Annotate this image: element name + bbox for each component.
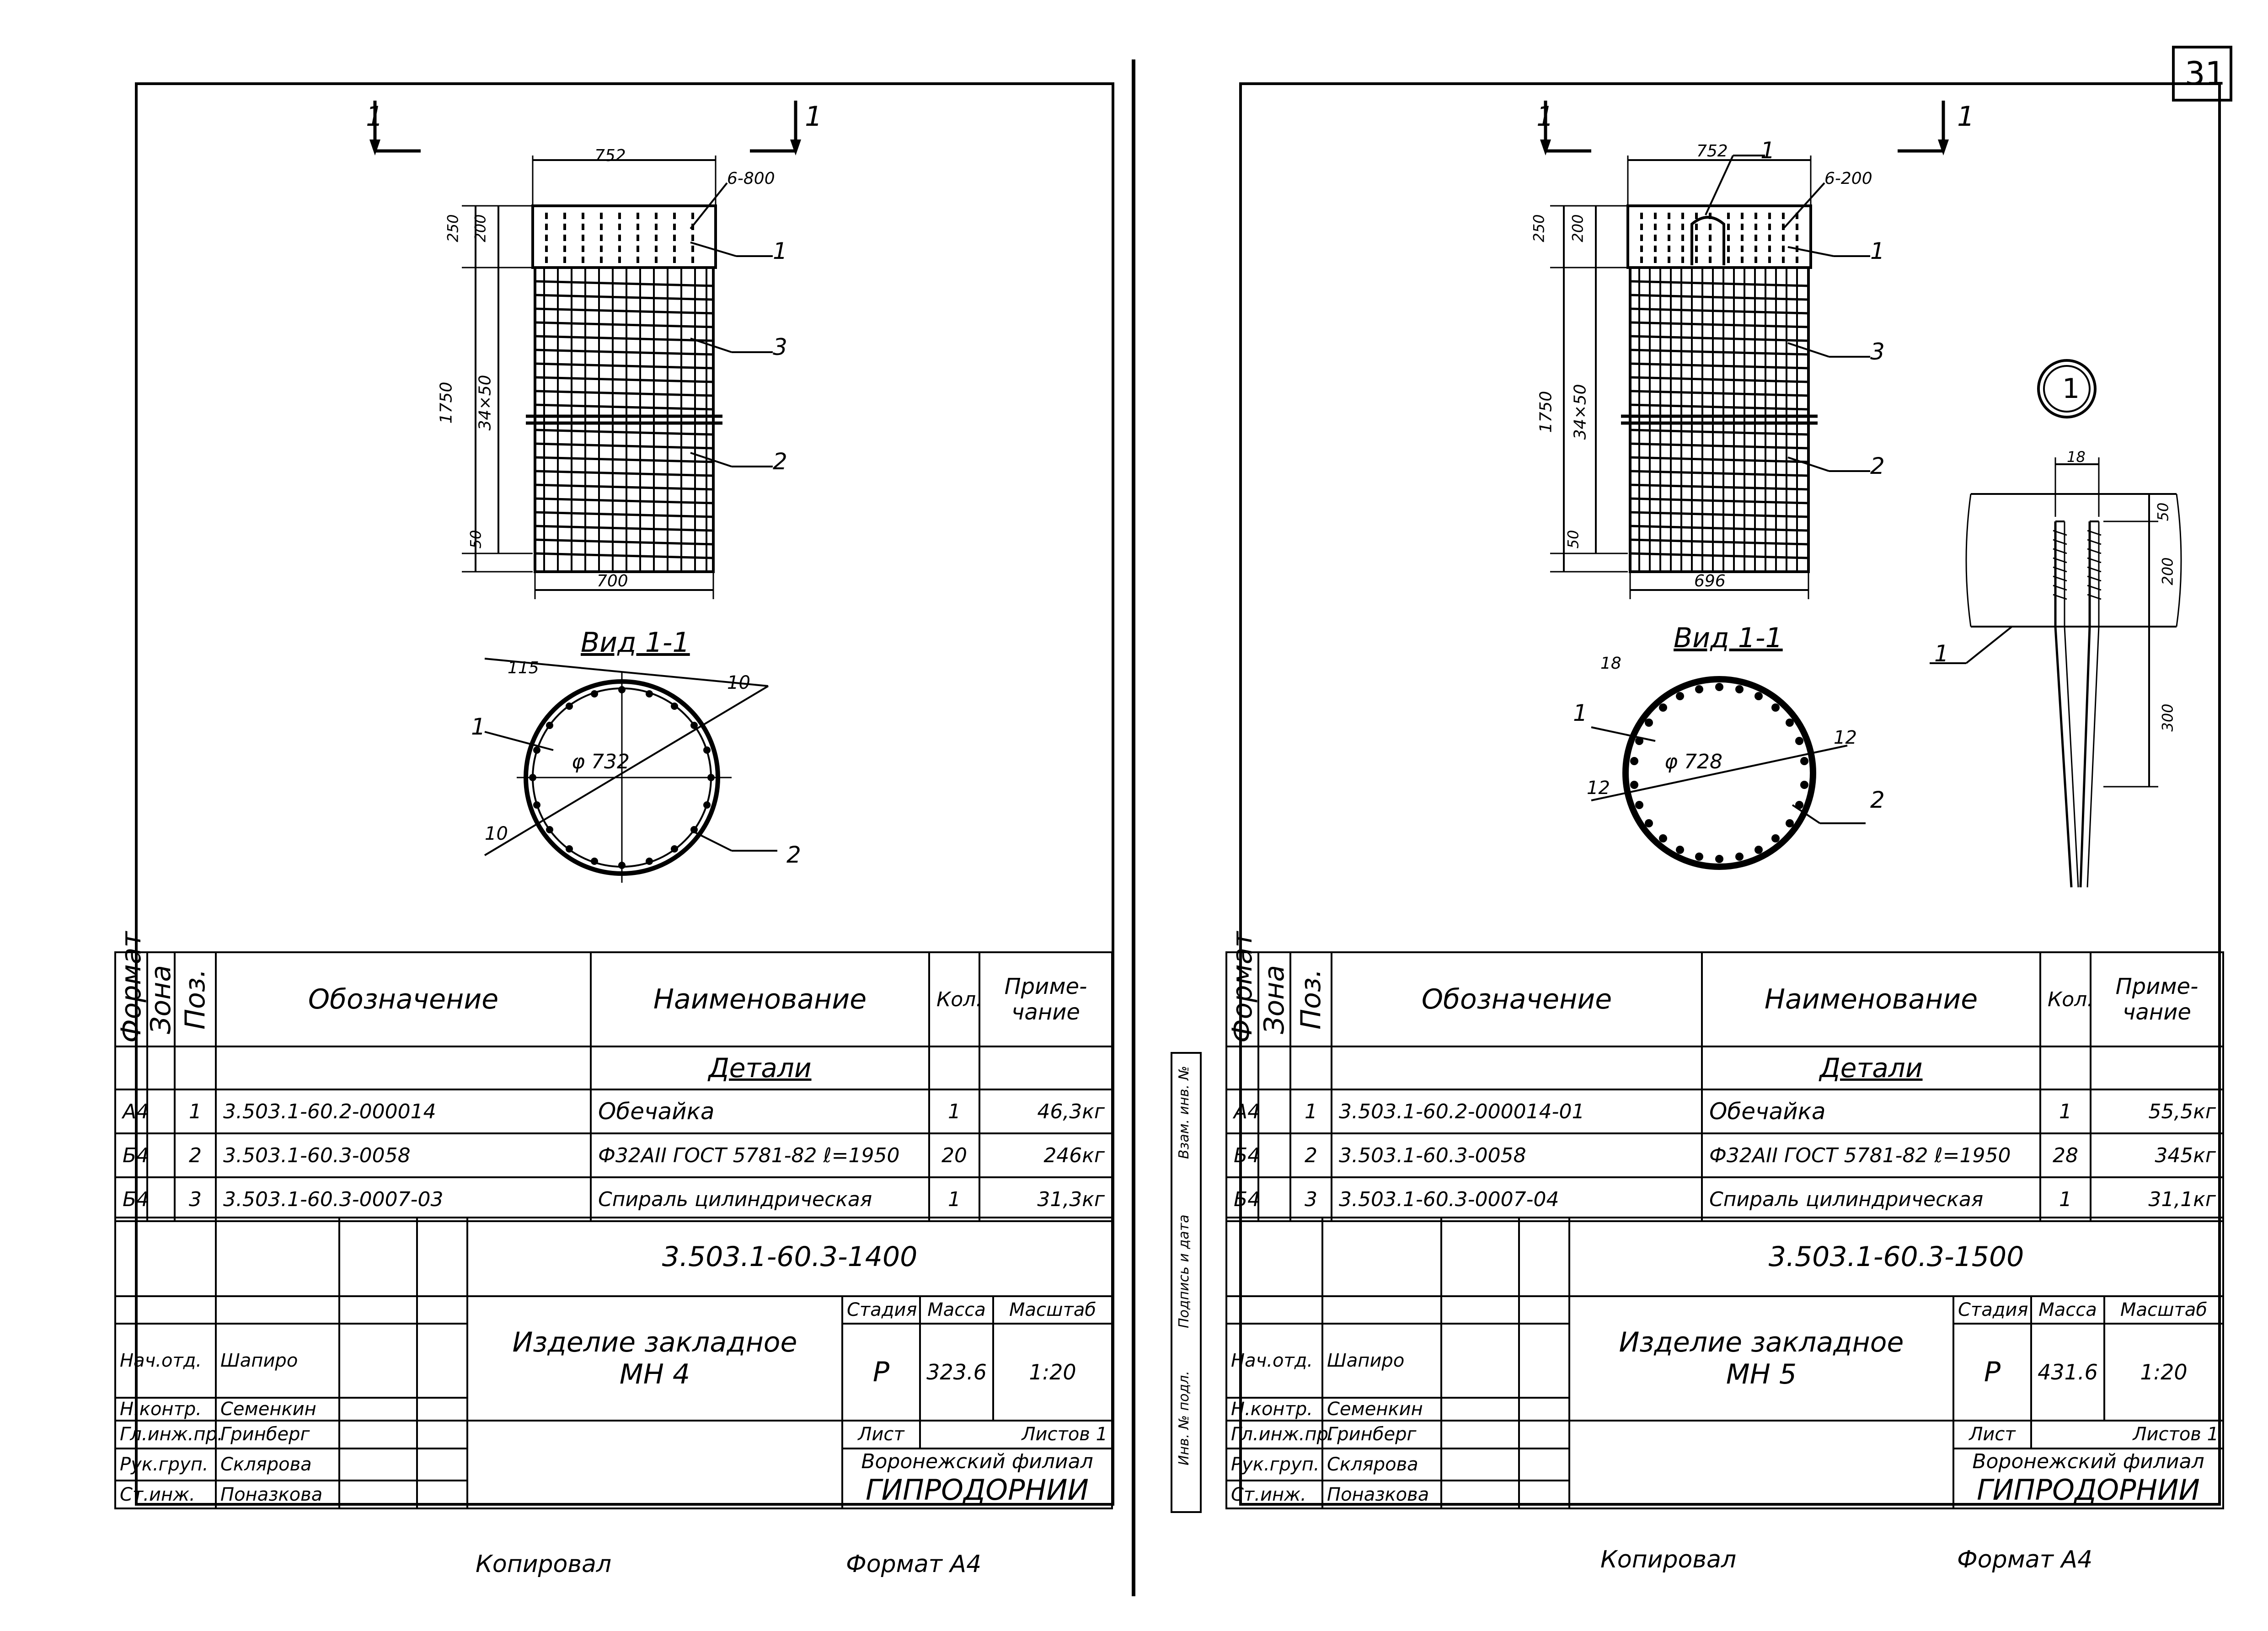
table-row: А4 1 3.503.1-60.2-000014-01 Обечайка 1 55,5кг (1226, 1089, 2223, 1133)
left-cut-mark-a: 10 (485, 823, 508, 844)
left-pos-label-2: 2 (773, 448, 787, 475)
table-row: Б4 3 3.503.1-60.3-0007-04 Спираль цилиндрическая 1 31,1кг (1226, 1177, 2223, 1221)
right-doc-code: 3.503.1-60.3-1500 (1569, 1218, 2223, 1296)
section-label: Детали (591, 1046, 929, 1089)
left-dim-width-top: 752 (594, 146, 626, 165)
right-section-arrows (1527, 96, 1984, 165)
right-cut-mark-a: 12 (1587, 778, 1610, 799)
left-dim-top-inner: 200 (471, 214, 489, 242)
right-rebar-note: 6-200 (1824, 169, 1872, 188)
left-dim-width-bottom: 700 (597, 572, 628, 590)
right-dim-width-top: 752 (1696, 142, 1728, 161)
stage-label: Стадия (842, 1296, 920, 1324)
left-title-block: 3.503.1-60.3-1400 Изделие закладное МН 4 Стадия Масса Масштаб Нач.отд. Шапиро Р 323.6 1:20 Н.контр. Семенкин Гл.инж.пр. Гринберг Лист Листов 1 Рук.груп. Склярова Воронежский филиал ГИПРОДОРНИИ Ст.инж. Поназкова (114, 1217, 1113, 1509)
right-dim-top-inner: 200 (1569, 214, 1587, 242)
right-institute: ГИПРОДОРНИИ (1977, 1473, 2200, 1507)
left-dim-bottom-gap: 50 (467, 530, 485, 549)
left-cage-elevation (434, 156, 892, 613)
mass-label: Масса (920, 1296, 993, 1324)
left-doc-code: 3.503.1-60.3-1400 (467, 1218, 1112, 1296)
right-spec-table: Формат Зона Поз. Обозначение Наименование Кол. Приме- чание Детали А4 1 3.503.1-60.2-000014-01 Обечайка 1 55,5кг Б4 2 3.503.1-60.3-0058 Ф32АII ГОСТ 5781-82 ℓ=1950 28 345кг Б4 3 3.503.1-60.3-0007-04 Спираль цилиндрическая 1 31,1кг (1225, 951, 2224, 1222)
right-dim-rebar-spacing: 34×50 (1571, 384, 1590, 440)
detail-pos: 1 (1934, 640, 1949, 667)
right-leader-pos-3: 3 (1870, 338, 1885, 365)
table-row: Б4 2 3.503.1-60.3-0058 Ф32АII ГОСТ 5781-82 ℓ=1950 28 345кг (1226, 1133, 2223, 1177)
table-row: Б4 3 3.503.1-60.3-0007-03 Спираль цилиндрическая 1 31,3кг (115, 1177, 1112, 1221)
hdr-note: Приме- чание (979, 952, 1112, 1046)
left-section-pos-1: 1 (471, 714, 486, 740)
right-format-label: Формат А4 (1957, 1546, 2093, 1573)
left-format-label: Формат А4 (846, 1551, 982, 1578)
right-view-mark-a: 1 (1536, 101, 1554, 133)
right-mass: 431.6 (2031, 1324, 2104, 1421)
right-dim-height-total: 1750 (1536, 391, 1556, 433)
right-section-pos-2: 2 (1870, 787, 1885, 813)
detail-mark: 1 (2062, 373, 2080, 405)
right-dim-top-band: 250 (1530, 214, 1548, 242)
detail-dim-a: 18 (2067, 448, 2086, 466)
right-cut-mark-b: 12 (1834, 727, 1857, 748)
right-view-mark-b: 1 (1957, 101, 1975, 133)
detail-dim-c: 200 (2159, 557, 2177, 585)
right-section-title: Вид 1-1 (1674, 622, 1783, 654)
hdr-designation: Обозначение (216, 952, 591, 1046)
hdr-format: Формат (115, 952, 147, 1046)
right-stage: Р (1953, 1324, 2031, 1421)
left-copied-by: Копировал (476, 1551, 612, 1578)
left-dim-height-total: 1750 (437, 381, 456, 424)
right-copied-by: Копировал (1600, 1546, 1737, 1573)
left-mass: 323.6 (920, 1324, 993, 1421)
right-section-circle (1564, 654, 1930, 892)
right-side-strip: Инв. № подл. Подпись и дата Взам. инв. № (1171, 1052, 1202, 1513)
right-section-pos-1: 1 (1573, 700, 1588, 726)
left-spec-table (114, 931, 1113, 1222)
center-divider (1132, 59, 1135, 1596)
left-section-dim: 115 (508, 659, 539, 677)
left-title-line2: МН 4 (619, 1358, 690, 1390)
left-cut-mark-b: 10 (727, 672, 750, 693)
left-dim-top-band: 250 (444, 214, 462, 242)
left-section-title: Вид 1-1 (581, 627, 690, 659)
hdr-pos: Поз. (175, 952, 216, 1046)
left-section-diameter: φ 732 (572, 750, 630, 773)
right-leader-pos-1a: 1 (1760, 137, 1775, 164)
left-section-circle (457, 659, 823, 896)
right-title-line2: МН 5 (1726, 1358, 1797, 1390)
left-scale: 1:20 (993, 1324, 1112, 1421)
detail-dim-d: 300 (2159, 703, 2177, 732)
left-pos-label-1: 1 (773, 238, 787, 264)
detail-dim-b: 50 (2154, 502, 2172, 521)
hdr-name: Наименование (591, 952, 929, 1046)
left-pos-label-3: 3 (773, 334, 787, 360)
right-dim-width-bottom: 696 (1694, 572, 1726, 590)
right-title-block: 3.503.1-60.3-1500 Изделие закладное МН 5 Стадия Масса Масштаб Нач.отд. Шапиро Р 431.6 1:20 Н.контр. Семенкин Гл.инж.пр. Гринберг Лист Листов 1 Рук.груп. Склярова Воронежский филиал ГИПРОДОРНИИ Ст.инж. Поназкова (1225, 1217, 2224, 1509)
right-leader-pos-1b: 1 (1870, 238, 1885, 264)
left-rebar-note: 6-800 (727, 169, 775, 188)
right-org: Воронежский филиал (1972, 1450, 2204, 1474)
left-section-pos-2: 2 (786, 842, 801, 868)
left-dim-rebar-spacing: 34×50 (476, 375, 495, 431)
right-section-diameter: φ 728 (1664, 750, 1722, 773)
left-view-mark-b: 1 (805, 101, 823, 133)
right-scale: 1:20 (2104, 1324, 2223, 1421)
hdr-zone: Зона (147, 952, 175, 1046)
left-view-mark-a: 1 (366, 101, 384, 133)
left-stage: Р (842, 1324, 920, 1421)
table-row: Б4 2 3.503.1-60.3-0058 Ф32АII ГОСТ 5781-82 ℓ=1950 20 246кг (115, 1133, 1112, 1177)
table-row: А4 1 3.503.1-60.2-000014 Обечайка 1 46,3кг (115, 1089, 1112, 1133)
left-section-arrows (357, 96, 814, 165)
left-org: Воронежский филиал (861, 1450, 1093, 1474)
right-leader-pos-2: 2 (1870, 453, 1885, 479)
hdr-qty: Кол. (929, 952, 979, 1046)
left-title-line1: Изделие закладное (512, 1326, 797, 1358)
page-number: 31 (2185, 55, 2226, 92)
right-section-dim: 18 (1600, 654, 1621, 673)
right-dim-bottom-gap: 50 (1564, 530, 1582, 549)
right-detail-view (1920, 352, 2204, 901)
scale-label: Масштаб (993, 1296, 1112, 1324)
right-title-line1: Изделие закладное (1619, 1326, 1904, 1358)
left-institute: ГИПРОДОРНИИ (866, 1473, 1089, 1507)
